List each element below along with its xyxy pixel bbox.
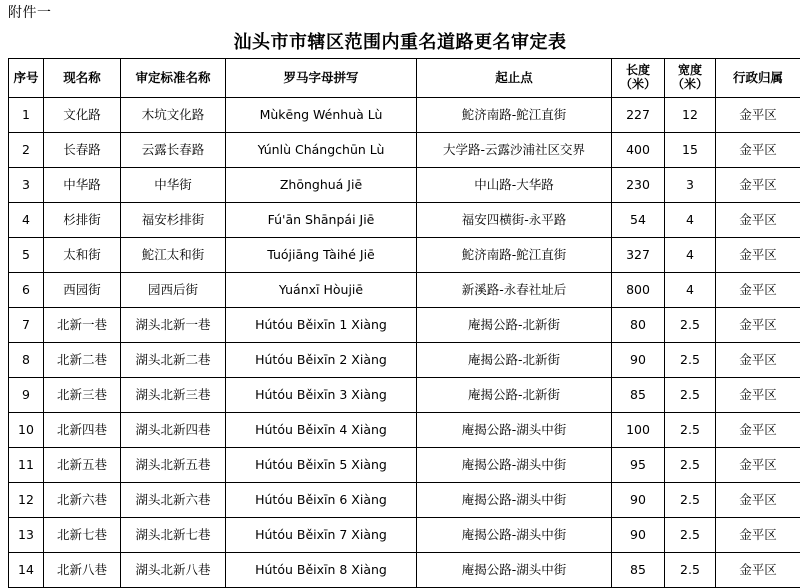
road-renaming-table [8, 58, 800, 588]
cell-approved-name: 湖头北新七巷 [121, 518, 226, 553]
cell-approved-name: 湖头北新四巷 [121, 413, 226, 448]
cell-admin: 金平区 [716, 483, 800, 518]
cell-current-name: 西园街 [44, 273, 121, 308]
cell-current-name: 北新三巷 [44, 378, 121, 413]
cell-pinyin: Yúnlù Chángchūn Lù [226, 133, 417, 168]
cell-width: 2.5 [665, 518, 716, 553]
cell-admin: 金平区 [716, 518, 800, 553]
cell-pinyin: Yuánxī Hòujiē [226, 273, 417, 308]
cell-approved-name: 湖头北新二巷 [121, 343, 226, 378]
cell-range: 福安四横街-永平路 [417, 203, 612, 238]
cell-range: 庵揭公路-湖头中街 [417, 553, 612, 588]
column-header-seq: 序号 [9, 59, 44, 98]
cell-approved-name: 湖头北新三巷 [121, 378, 226, 413]
cell-length: 80 [612, 308, 665, 343]
column-header-length [612, 59, 665, 98]
cell-range: 庵揭公路-北新街 [417, 308, 612, 343]
cell-approved-name: 福安杉排街 [121, 203, 226, 238]
table-row [9, 378, 800, 413]
cell-range: 庵揭公路-湖头中街 [417, 518, 612, 553]
table-row [9, 518, 800, 553]
cell-current-name: 北新一巷 [44, 308, 121, 343]
cell-pinyin: Zhōnghuá Jiē [226, 168, 417, 203]
column-header-admin: 行政归属 [716, 59, 800, 98]
cell-range: 庵揭公路-北新街 [417, 343, 612, 378]
page-title: 汕头市市辖区范围内重名道路更名审定表 [0, 28, 800, 54]
cell-admin: 金平区 [716, 378, 800, 413]
cell-current-name: 北新八巷 [44, 553, 121, 588]
cell-current-name: 北新二巷 [44, 343, 121, 378]
cell-length: 230 [612, 168, 665, 203]
table-body [9, 98, 800, 588]
cell-approved-name: 中华街 [121, 168, 226, 203]
cell-seq: 6 [9, 273, 44, 308]
cell-current-name: 北新六巷 [44, 483, 121, 518]
cell-width: 2.5 [665, 413, 716, 448]
cell-width: 2.5 [665, 308, 716, 343]
table-row [9, 448, 800, 483]
column-header-approved-name: 审定标准名称 [121, 59, 226, 98]
cell-range: 庵揭公路-湖头中街 [417, 448, 612, 483]
cell-pinyin: Hútóu Běixīn 2 Xiàng [226, 343, 417, 378]
cell-width: 2.5 [665, 378, 716, 413]
table-row [9, 553, 800, 588]
table-row [9, 133, 800, 168]
cell-range: 庵揭公路-湖头中街 [417, 483, 612, 518]
cell-pinyin: Hútóu Běixīn 4 Xiàng [226, 413, 417, 448]
cell-seq: 3 [9, 168, 44, 203]
cell-current-name: 北新五巷 [44, 448, 121, 483]
cell-length: 95 [612, 448, 665, 483]
cell-seq: 4 [9, 203, 44, 238]
cell-range: 鮀济南路-鮀江直街 [417, 238, 612, 273]
cell-approved-name: 湖头北新六巷 [121, 483, 226, 518]
cell-range: 中山路-大华路 [417, 168, 612, 203]
cell-seq: 9 [9, 378, 44, 413]
cell-seq: 14 [9, 553, 44, 588]
cell-seq: 7 [9, 308, 44, 343]
cell-approved-name: 木坑文化路 [121, 98, 226, 133]
cell-current-name: 中华路 [44, 168, 121, 203]
table-row [9, 343, 800, 378]
cell-approved-name: 湖头北新一巷 [121, 308, 226, 343]
cell-pinyin: Hútóu Běixīn 5 Xiàng [226, 448, 417, 483]
cell-length: 54 [612, 203, 665, 238]
cell-admin: 金平区 [716, 413, 800, 448]
cell-pinyin: Hútóu Běixīn 1 Xiàng [226, 308, 417, 343]
cell-approved-name: 湖头北新五巷 [121, 448, 226, 483]
cell-pinyin: Tuójiāng Tàihé Jiē [226, 238, 417, 273]
cell-seq: 8 [9, 343, 44, 378]
cell-length: 400 [612, 133, 665, 168]
cell-width: 2.5 [665, 483, 716, 518]
table-header [9, 59, 800, 98]
cell-width: 2.5 [665, 448, 716, 483]
cell-width: 3 [665, 168, 716, 203]
cell-admin: 金平区 [716, 553, 800, 588]
table-row [9, 238, 800, 273]
cell-current-name: 北新四巷 [44, 413, 121, 448]
cell-range: 大学路-云露沙浦社区交界 [417, 133, 612, 168]
cell-current-name: 北新七巷 [44, 518, 121, 553]
cell-seq: 13 [9, 518, 44, 553]
column-header-length-unit: （米） [612, 78, 664, 92]
cell-seq: 12 [9, 483, 44, 518]
cell-range: 新溪路-永春社址后 [417, 273, 612, 308]
cell-length: 90 [612, 518, 665, 553]
cell-pinyin: Hútóu Běixīn 8 Xiàng [226, 553, 417, 588]
cell-length: 100 [612, 413, 665, 448]
cell-length: 90 [612, 483, 665, 518]
cell-seq: 11 [9, 448, 44, 483]
column-header-range: 起止点 [417, 59, 612, 98]
column-header-width-text: 宽度 [665, 64, 715, 78]
cell-length: 85 [612, 378, 665, 413]
table-row [9, 273, 800, 308]
column-header-pinyin: 罗马字母拼写 [226, 59, 417, 98]
cell-pinyin: Hútóu Běixīn 7 Xiàng [226, 518, 417, 553]
column-header-length-text: 长度 [612, 64, 664, 78]
cell-width: 12 [665, 98, 716, 133]
table-row [9, 308, 800, 343]
table-row [9, 168, 800, 203]
cell-width: 4 [665, 203, 716, 238]
cell-seq: 10 [9, 413, 44, 448]
table-row [9, 98, 800, 133]
cell-approved-name: 园西后街 [121, 273, 226, 308]
cell-length: 90 [612, 343, 665, 378]
cell-width: 4 [665, 238, 716, 273]
cell-admin: 金平区 [716, 343, 800, 378]
column-header-width-unit: （米） [665, 78, 715, 92]
cell-admin: 金平区 [716, 448, 800, 483]
cell-admin: 金平区 [716, 273, 800, 308]
cell-length: 327 [612, 238, 665, 273]
cell-length: 227 [612, 98, 665, 133]
cell-current-name: 文化路 [44, 98, 121, 133]
cell-admin: 金平区 [716, 203, 800, 238]
cell-width: 15 [665, 133, 716, 168]
cell-approved-name: 鮀江太和街 [121, 238, 226, 273]
cell-pinyin: Fú'ān Shānpái Jiē [226, 203, 417, 238]
cell-seq: 2 [9, 133, 44, 168]
table-row [9, 483, 800, 518]
cell-approved-name: 湖头北新八巷 [121, 553, 226, 588]
attachment-label: 附件一 [8, 2, 52, 22]
cell-width: 2.5 [665, 553, 716, 588]
cell-length: 800 [612, 273, 665, 308]
column-header-current-name: 现名称 [44, 59, 121, 98]
cell-seq: 5 [9, 238, 44, 273]
cell-current-name: 长春路 [44, 133, 121, 168]
cell-range: 庵揭公路-北新街 [417, 378, 612, 413]
table-row [9, 203, 800, 238]
cell-approved-name: 云露长春路 [121, 133, 226, 168]
cell-current-name: 杉排街 [44, 203, 121, 238]
cell-pinyin: Hútóu Běixīn 6 Xiàng [226, 483, 417, 518]
cell-width: 2.5 [665, 343, 716, 378]
column-header-width [665, 59, 716, 98]
cell-range: 鮀济南路-鮀江直街 [417, 98, 612, 133]
cell-length: 85 [612, 553, 665, 588]
cell-width: 4 [665, 273, 716, 308]
table-row [9, 413, 800, 448]
cell-admin: 金平区 [716, 308, 800, 343]
cell-admin: 金平区 [716, 238, 800, 273]
cell-current-name: 太和街 [44, 238, 121, 273]
cell-seq: 1 [9, 98, 44, 133]
cell-range: 庵揭公路-湖头中街 [417, 413, 612, 448]
cell-admin: 金平区 [716, 168, 800, 203]
table-header-row [9, 59, 800, 98]
cell-admin: 金平区 [716, 98, 800, 133]
cell-pinyin: Mùkēng Wénhuà Lù [226, 98, 417, 133]
cell-pinyin: Hútóu Běixīn 3 Xiàng [226, 378, 417, 413]
cell-admin: 金平区 [716, 133, 800, 168]
